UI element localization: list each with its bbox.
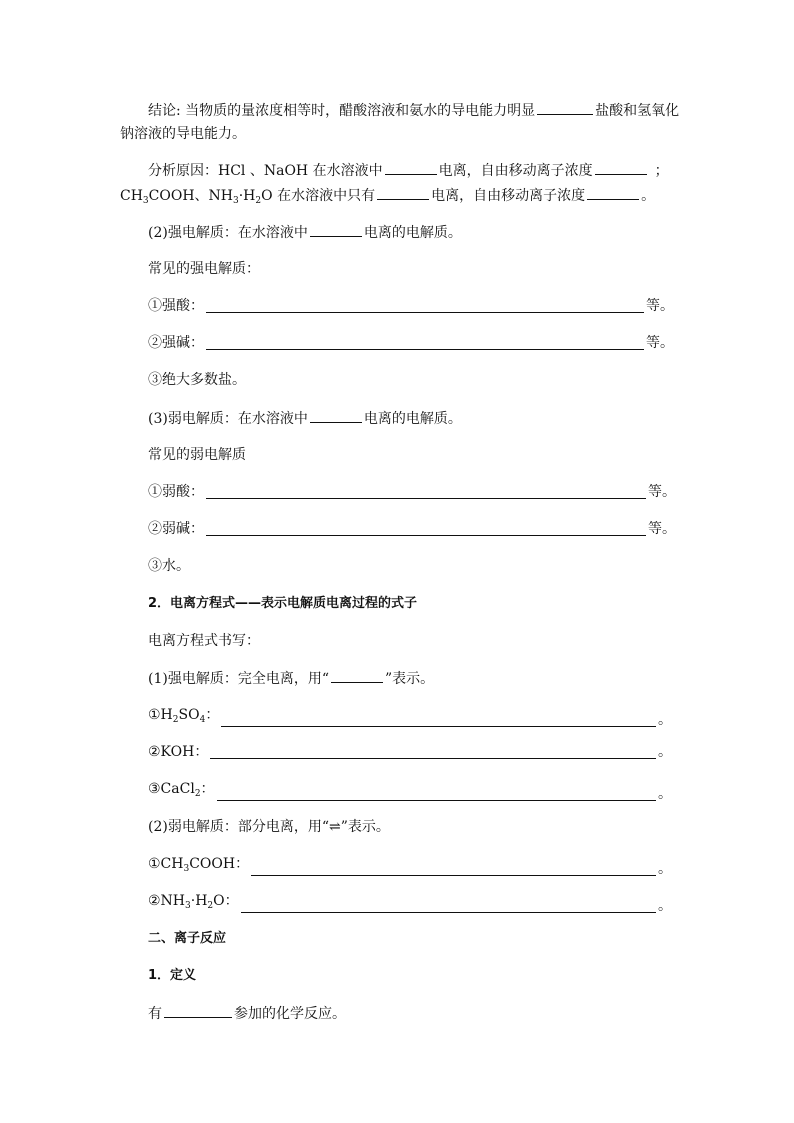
weak-water-text: ③水。 xyxy=(148,558,190,574)
section-heading: 2．电离方程式——表示电解质电离过程的式子 xyxy=(148,596,418,611)
weak-title-text-2: 电离的电解质。 xyxy=(363,411,462,427)
subscript: 2 xyxy=(194,789,201,799)
blank[interactable] xyxy=(385,160,437,175)
formula-part: ： xyxy=(200,781,215,797)
ch3cooh-label xyxy=(148,854,249,879)
subscript: 3 xyxy=(183,864,190,874)
row-end: 等。 xyxy=(646,298,674,314)
blank[interactable] xyxy=(164,1003,232,1018)
subscript: 3 xyxy=(185,901,191,911)
blank[interactable] xyxy=(377,185,429,200)
formula-ch3cooh: CH xyxy=(120,188,143,204)
answer-line[interactable] xyxy=(206,521,646,536)
nh3-label xyxy=(148,891,239,916)
equation-strong-text-2: ”表示。 xyxy=(385,671,435,687)
subscript: 2 xyxy=(207,901,214,911)
equation-strong-text: (1)强电解质：完全电离，用“ xyxy=(148,671,329,687)
formula-part: ·H xyxy=(190,893,208,909)
period: 。 xyxy=(658,744,672,760)
strong-salt-text: ③绝大多数盐。 xyxy=(148,372,246,388)
weak-common-text: 常见的弱电解质 xyxy=(148,447,246,463)
answer-line[interactable] xyxy=(206,335,644,350)
answer-line[interactable] xyxy=(206,298,644,313)
strong-title-text: (2)强电解质：在水溶液中 xyxy=(148,225,308,241)
answer-line[interactable] xyxy=(206,484,646,499)
strong-title-text-2: 电离的电解质。 xyxy=(363,225,462,241)
blank[interactable] xyxy=(310,408,362,423)
answer-line[interactable] xyxy=(251,861,656,876)
ch3cooh-row xyxy=(148,854,672,879)
formula-part: ①CH xyxy=(148,856,184,872)
answer-line[interactable] xyxy=(221,712,656,727)
answer-line[interactable] xyxy=(241,898,656,913)
formula-part: ①H xyxy=(148,707,173,723)
ionic-def xyxy=(148,966,674,986)
cacl2-row xyxy=(148,779,672,804)
blank[interactable] xyxy=(537,100,593,115)
weak-base-row xyxy=(148,519,676,539)
row-end: 等。 xyxy=(648,484,676,500)
subscript: 2 xyxy=(172,715,179,725)
strong-common xyxy=(148,259,674,279)
row-end: 等。 xyxy=(646,335,674,351)
formula-part: O： xyxy=(213,893,239,909)
formula-part: ③CaCl xyxy=(148,781,195,797)
ionic-line xyxy=(148,1003,674,1024)
answer-line[interactable] xyxy=(210,744,656,759)
strong-title xyxy=(148,222,674,243)
formula-part: SO xyxy=(178,707,200,723)
subscript: 3 xyxy=(142,196,149,206)
h2so4-row xyxy=(148,705,672,730)
blank[interactable] xyxy=(310,222,362,237)
h2so4-label xyxy=(148,705,219,730)
period: 。 xyxy=(641,188,656,204)
period: 。 xyxy=(658,786,672,802)
blank[interactable] xyxy=(587,185,639,200)
strong-acid-label: ①强酸： xyxy=(148,298,204,314)
koh-label: ②KOH： xyxy=(148,744,209,760)
equation-weak xyxy=(148,817,674,837)
analysis-line-2 xyxy=(120,185,674,211)
period: 。 xyxy=(658,898,672,914)
conclusion-text-3: 钠溶液的导电能力。 xyxy=(120,126,246,142)
analysis-text: 分析原因：HCl 、NaOH 在水溶液中 xyxy=(148,163,383,179)
answer-line[interactable] xyxy=(217,786,656,801)
strong-base-row xyxy=(148,333,674,353)
strong-common-text: 常见的强电解质： xyxy=(148,261,260,277)
koh-row xyxy=(148,742,672,762)
equation-heading xyxy=(148,594,674,614)
analysis-semicolon: ； xyxy=(654,163,669,179)
analysis-text-4: 电离，自由移动离子浓度 xyxy=(431,188,586,204)
strong-salt xyxy=(148,370,674,390)
section-heading: 二、离子反应 xyxy=(148,931,227,946)
conclusion-line-1 xyxy=(148,100,680,121)
weak-common xyxy=(148,445,674,465)
equation-weak-text: (2)弱电解质：部分电离，用“⇌”表示。 xyxy=(148,819,390,835)
analysis-text-2: 电离，自由移动离子浓度 xyxy=(438,163,593,179)
formula-part: ： xyxy=(205,707,220,723)
formula-part: ②NH xyxy=(148,893,186,909)
period: 。 xyxy=(658,712,672,728)
cacl2-label xyxy=(148,779,215,804)
ionic-text: 有 xyxy=(148,1006,162,1022)
subsection-heading: 1．定义 xyxy=(148,968,197,983)
analysis-text-3: O 在水溶液中只有 xyxy=(261,188,376,204)
conclusion-text-2: 盐酸和氢氧化 xyxy=(595,103,680,119)
formula-h2o: ·H xyxy=(238,188,256,204)
ionic-text-2: 参加的化学反应。 xyxy=(234,1006,346,1022)
strong-acid-row xyxy=(148,296,674,316)
subscript: 3 xyxy=(233,196,239,206)
weak-acid-label: ①弱酸： xyxy=(148,484,204,500)
strong-base-label: ②强碱： xyxy=(148,335,204,351)
ionic-heading xyxy=(148,929,674,949)
nh3-row xyxy=(148,891,672,916)
row-end: 等。 xyxy=(648,521,676,537)
weak-water xyxy=(148,556,674,576)
equation-write xyxy=(148,631,674,651)
conclusion-text: 结论: 当物质的量浓度相等时，醋酸溶液和氨水的导电能力明显 xyxy=(148,103,536,119)
subscript: 2 xyxy=(255,196,262,206)
blank[interactable] xyxy=(331,668,383,683)
analysis-line-1 xyxy=(148,160,674,181)
weak-title xyxy=(148,408,674,429)
conclusion-line-2 xyxy=(120,124,674,144)
equation-strong xyxy=(148,668,674,689)
weak-title-text: (3)弱电解质：在水溶液中 xyxy=(148,411,308,427)
weak-acid-row xyxy=(148,482,676,502)
equation-write-text: 电离方程式书写： xyxy=(148,633,260,649)
formula-nh3: COOH、NH xyxy=(148,188,233,204)
blank[interactable] xyxy=(595,160,647,175)
period: 。 xyxy=(658,861,672,877)
weak-base-label: ②弱碱： xyxy=(148,521,204,537)
formula-part: COOH： xyxy=(189,856,250,872)
subscript: 4 xyxy=(199,715,206,725)
